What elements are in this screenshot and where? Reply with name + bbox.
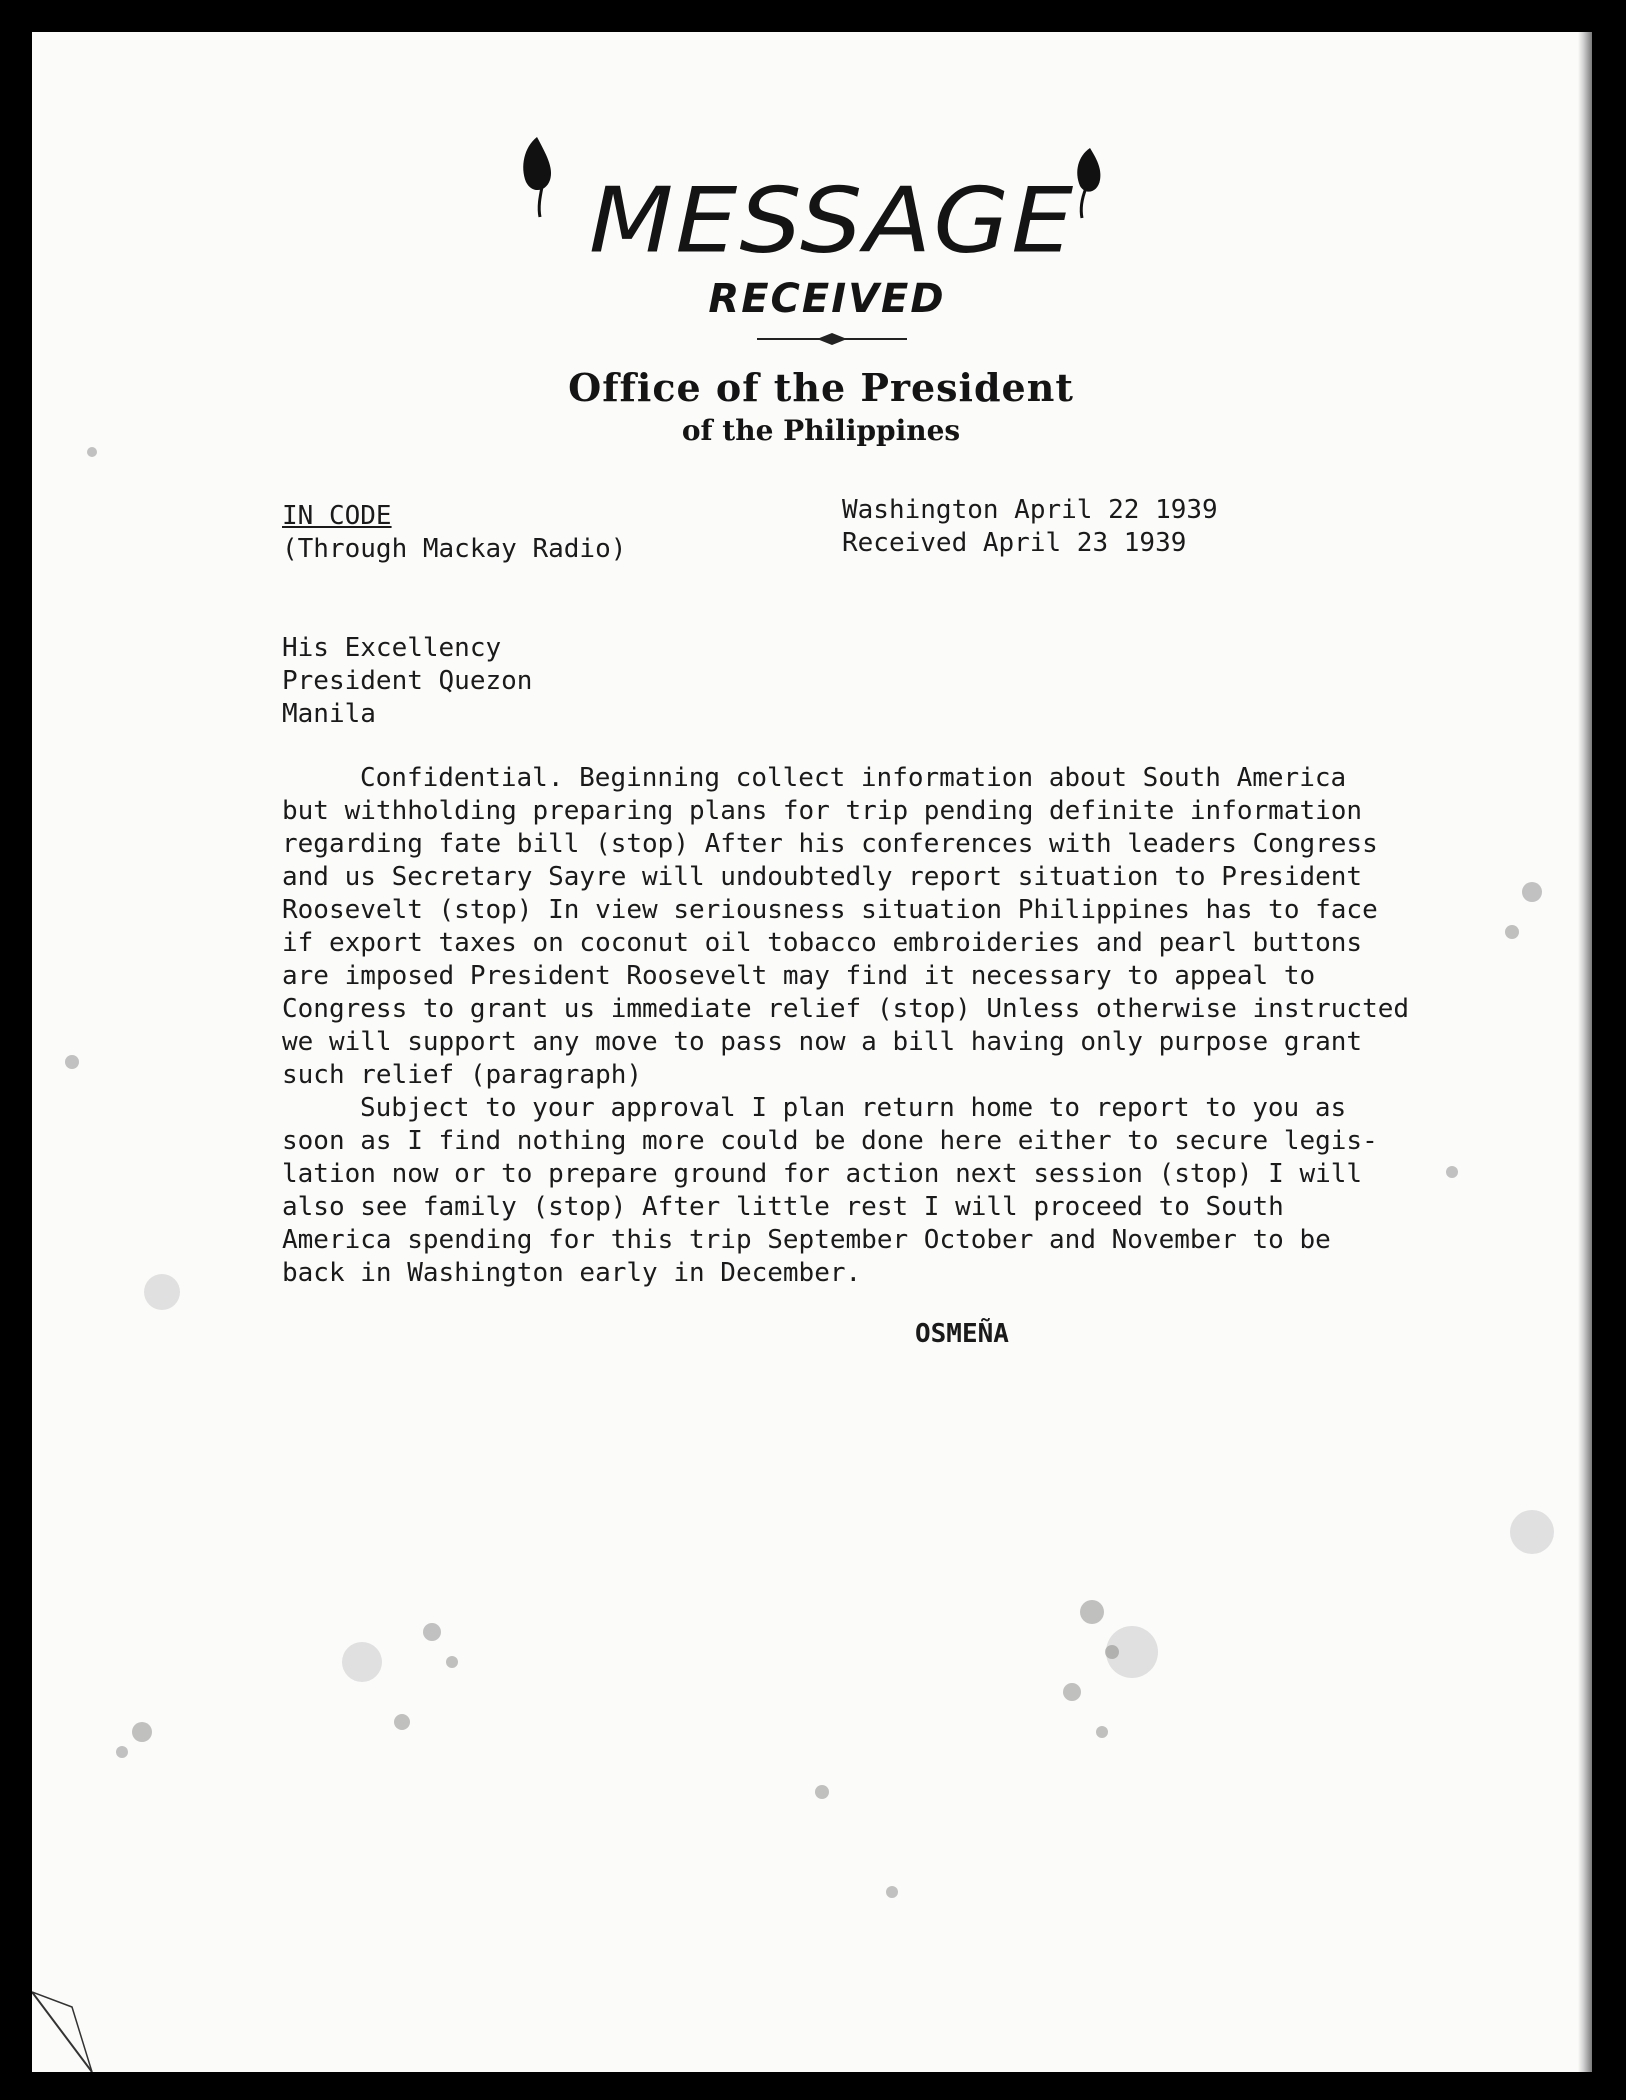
letterhead-divider — [757, 332, 907, 346]
addressee-line: His Excellency — [282, 633, 502, 663]
body-line: but withholding preparing plans for trip pending definite information — [282, 796, 1363, 826]
document-page — [32, 32, 1592, 2072]
addressee-line: President Quezon — [282, 666, 533, 696]
signature: OSMEÑA — [915, 1319, 1009, 1349]
transmission-info — [282, 500, 626, 566]
body-line: regarding fate bill (stop) After his conferences with leaders Congress — [282, 829, 1378, 859]
body-line: and us Secretary Sayre will undoubtedly report situation to President — [282, 862, 1363, 892]
page-edge — [1578, 32, 1592, 2072]
body-line: Subject to your approval I plan return home to report to you as — [360, 1093, 1347, 1123]
body-line: also see family (stop) After little rest I will proceed to South — [282, 1192, 1284, 1222]
letterhead — [32, 168, 1592, 447]
body-line: America spending for this trip September October and November to be — [282, 1225, 1331, 1255]
body-paragraph-1 — [282, 762, 1432, 1092]
ink-blot-left-icon — [512, 132, 562, 222]
body-line: lation now or to prepare ground for action next session (stop) I will — [282, 1159, 1363, 1189]
radio-label: (Through Mackay Radio) — [282, 534, 627, 564]
body-paragraph-2 — [282, 1092, 1432, 1290]
body-line: such relief (paragraph) — [282, 1060, 643, 1090]
body-line: if export taxes on coconut oil tobacco embroideries and pearl buttons — [282, 928, 1363, 958]
addressee-line: Manila — [282, 699, 376, 729]
dateline — [842, 494, 1218, 560]
body-line: back in Washington early in December. — [282, 1258, 862, 1288]
body-line: we will support any move to pass now a bill having only purpose grant — [282, 1027, 1363, 1057]
addressee-block — [282, 632, 532, 731]
folded-corner-icon — [32, 1952, 152, 2072]
letterhead-country: of the Philippines — [681, 414, 961, 447]
body-line: Roosevelt (stop) In view seriousness situation Philippines has to face — [282, 895, 1378, 925]
body-line: Confidential. Beginning collect information about South America — [360, 763, 1347, 793]
body-line: are imposed President Roosevelt may find it necessary to appeal to — [282, 961, 1316, 991]
received-date: Received April 23 1939 — [842, 528, 1187, 558]
body-line: Congress to grant us immediate relief (stop) Unless otherwise instructed — [282, 994, 1410, 1024]
code-label: IN CODE — [282, 501, 392, 531]
letterhead-subtitle: RECEIVED — [708, 276, 946, 322]
body-line: soon as I find nothing more could be done here either to secure legis- — [282, 1126, 1378, 1156]
ink-blot-right-icon — [1062, 142, 1112, 222]
sent-date: Washington April 22 1939 — [842, 495, 1218, 525]
letterhead-title: MESSAGE — [588, 168, 1076, 274]
letterhead-office: Office of the President — [568, 365, 1074, 410]
